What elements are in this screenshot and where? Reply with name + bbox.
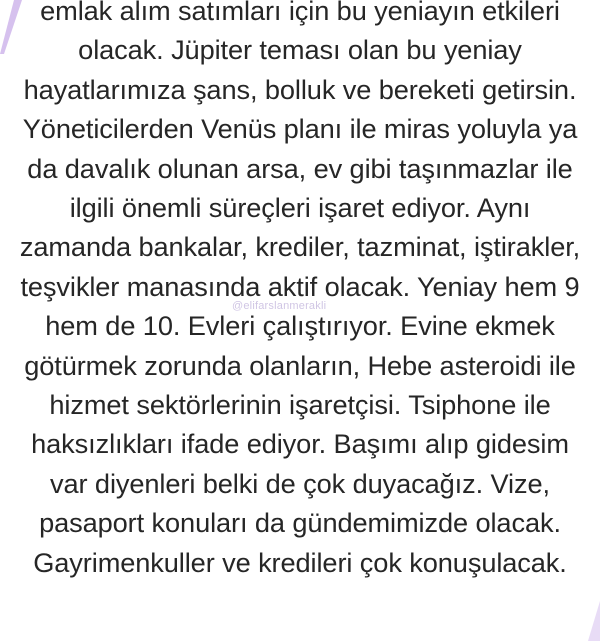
text-line-13: var diyenleri belki de çok duyacağız. Vize, (50, 467, 550, 499)
text-line-7: zamanda bankalar, krediler, tazminat, iştirakler, (19, 231, 581, 263)
text-line-2: olacak. Jüpiter teması olan bu yeniay (78, 34, 522, 66)
text-line-5: da davalık olunan arsa, ev gibi taşınmazlar ile (27, 152, 573, 184)
text-line-9: hem de 10. Evleri çalıştırıyor. Evine ekmek (45, 310, 555, 342)
text-line-4: Yöneticilerden Venüs planı ile miras yoluyla ya (22, 113, 578, 145)
text-line-14: pasaport konuları da gündemimizde olacak. (39, 507, 561, 539)
text-line-11: hizmet sektörlerinin işaretçisi. Tsiphone ile (49, 389, 551, 421)
text-line-6: ilgili önemli süreçleri işaret ediyor. Aynı (69, 192, 531, 224)
text-line-15: Gayrimenkuller ve kredileri çok konuşulacak. (33, 546, 567, 578)
text-line-3: hayatlarımıza şans, bolluk ve bereketi getirsin. (23, 73, 577, 105)
text-line-12: haksızlıkları ifade ediyor. Başımı alıp gidesim (31, 428, 569, 460)
text-line-1: emlak alım satımları için bu yeniayın etkileri (40, 0, 560, 26)
text-line-8: teşvikler manasında aktif olacak. Yeniay hem 9 (20, 270, 580, 302)
text-line-10: götürmek zorunda olanların, Hebe asteroidi ile (24, 349, 576, 381)
corner-accent-decoration-right (584, 601, 600, 641)
watermark: @elifarslanmerakli (232, 300, 327, 312)
